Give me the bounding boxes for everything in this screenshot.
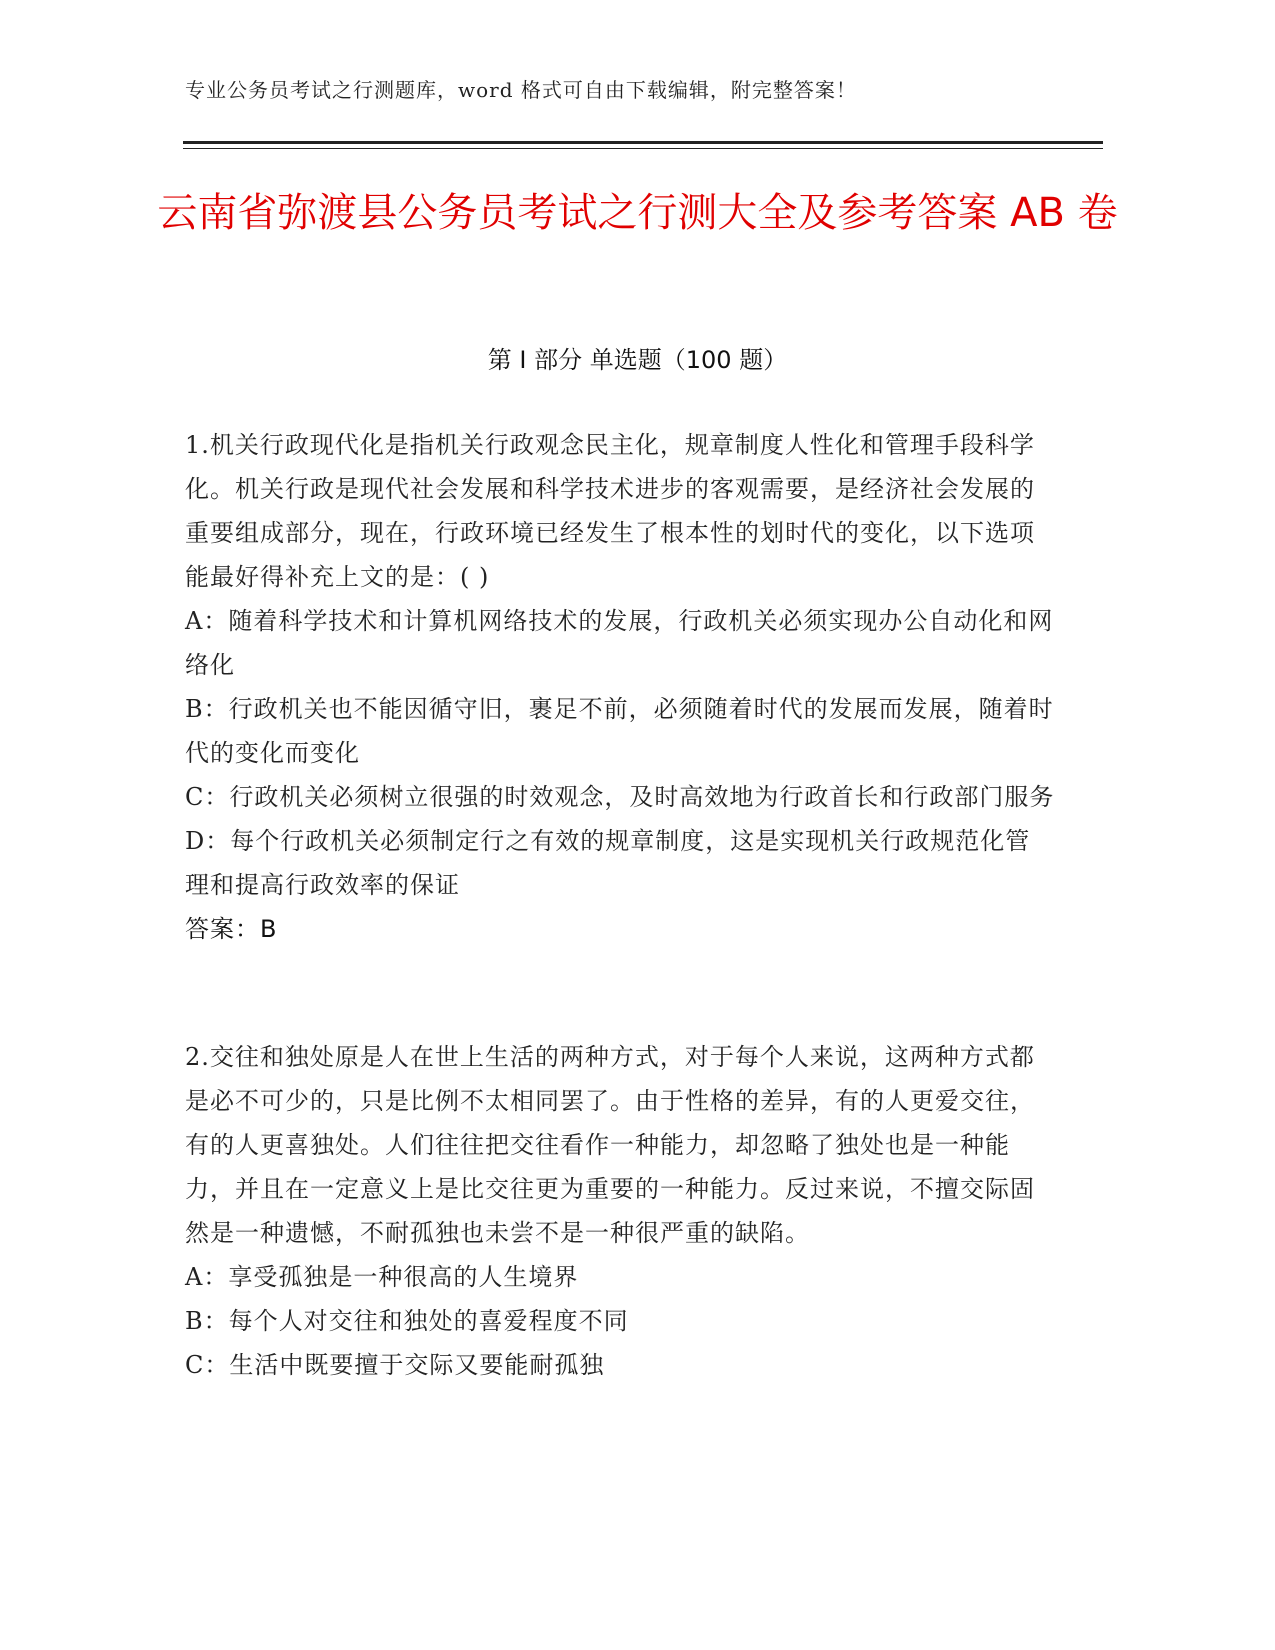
header-note: 专业公务员考试之行测题库，word 格式可自由下载编辑，附完整答案！ <box>185 78 857 102</box>
header-rule-thick <box>183 141 1103 144</box>
header-rule-thin <box>183 148 1103 149</box>
option-d: D：每个行政机关必须制定行之有效的规章制度，这是实现机关行政规范化管理和提高行政效率的保证 <box>185 827 1031 899</box>
question-2 <box>185 1035 1055 1387</box>
section-title: 第 I 部分 单选题（100 题） <box>487 346 788 374</box>
question-stem: 2.交往和独处原是人在世上生活的两种方式，对于每个人来说，这两种方式都是必不可少的，只是比例不太相同罢了。由于性格的差异，有的人更爱交往，有的人更喜独处。人们往往把交往看作一种能力，却忽略了独处也是一种能力，并且在一定意义上是比交往更为重要的一种能力。反过来说，不擅交际固然是一种遗憾，不耐孤独也未尝不是一种很严重的缺陷。 <box>185 1043 1035 1247</box>
option-c: C：行政机关必须树立很强的时效观念，及时高效地为行政首长和行政部门服务 <box>185 783 1055 811</box>
option-c: C：生活中既要擅于交际又要能耐孤独 <box>185 1351 605 1379</box>
document-title: 云南省弥渡县公务员考试之行测大全及参考答案 AB 卷 <box>157 190 1118 236</box>
option-a: A：享受孤独是一种很高的人生境界 <box>185 1263 579 1291</box>
option-b: B：每个人对交往和独处的喜爱程度不同 <box>185 1307 629 1335</box>
option-a: A：随着科学技术和计算机网络技术的发展，行政机关必须实现办公自动化和网络化 <box>185 607 1054 679</box>
option-b: B：行政机关也不能因循守旧，裹足不前，必须随着时代的发展而发展，随着时代的变化而变化 <box>185 695 1054 767</box>
answer: 答案：B <box>185 915 278 943</box>
question-1 <box>185 423 1055 951</box>
question-stem: 1.机关行政现代化是指机关行政观念民主化，规章制度人性化和管理手段科学化。机关行政是现代社会发展和科学技术进步的客观需要，是经济社会发展的重要组成部分，现在，行政环境已经发生了根本性的划时代的变化，以下选项能最好得补充上文的是：( ) <box>185 431 1035 591</box>
